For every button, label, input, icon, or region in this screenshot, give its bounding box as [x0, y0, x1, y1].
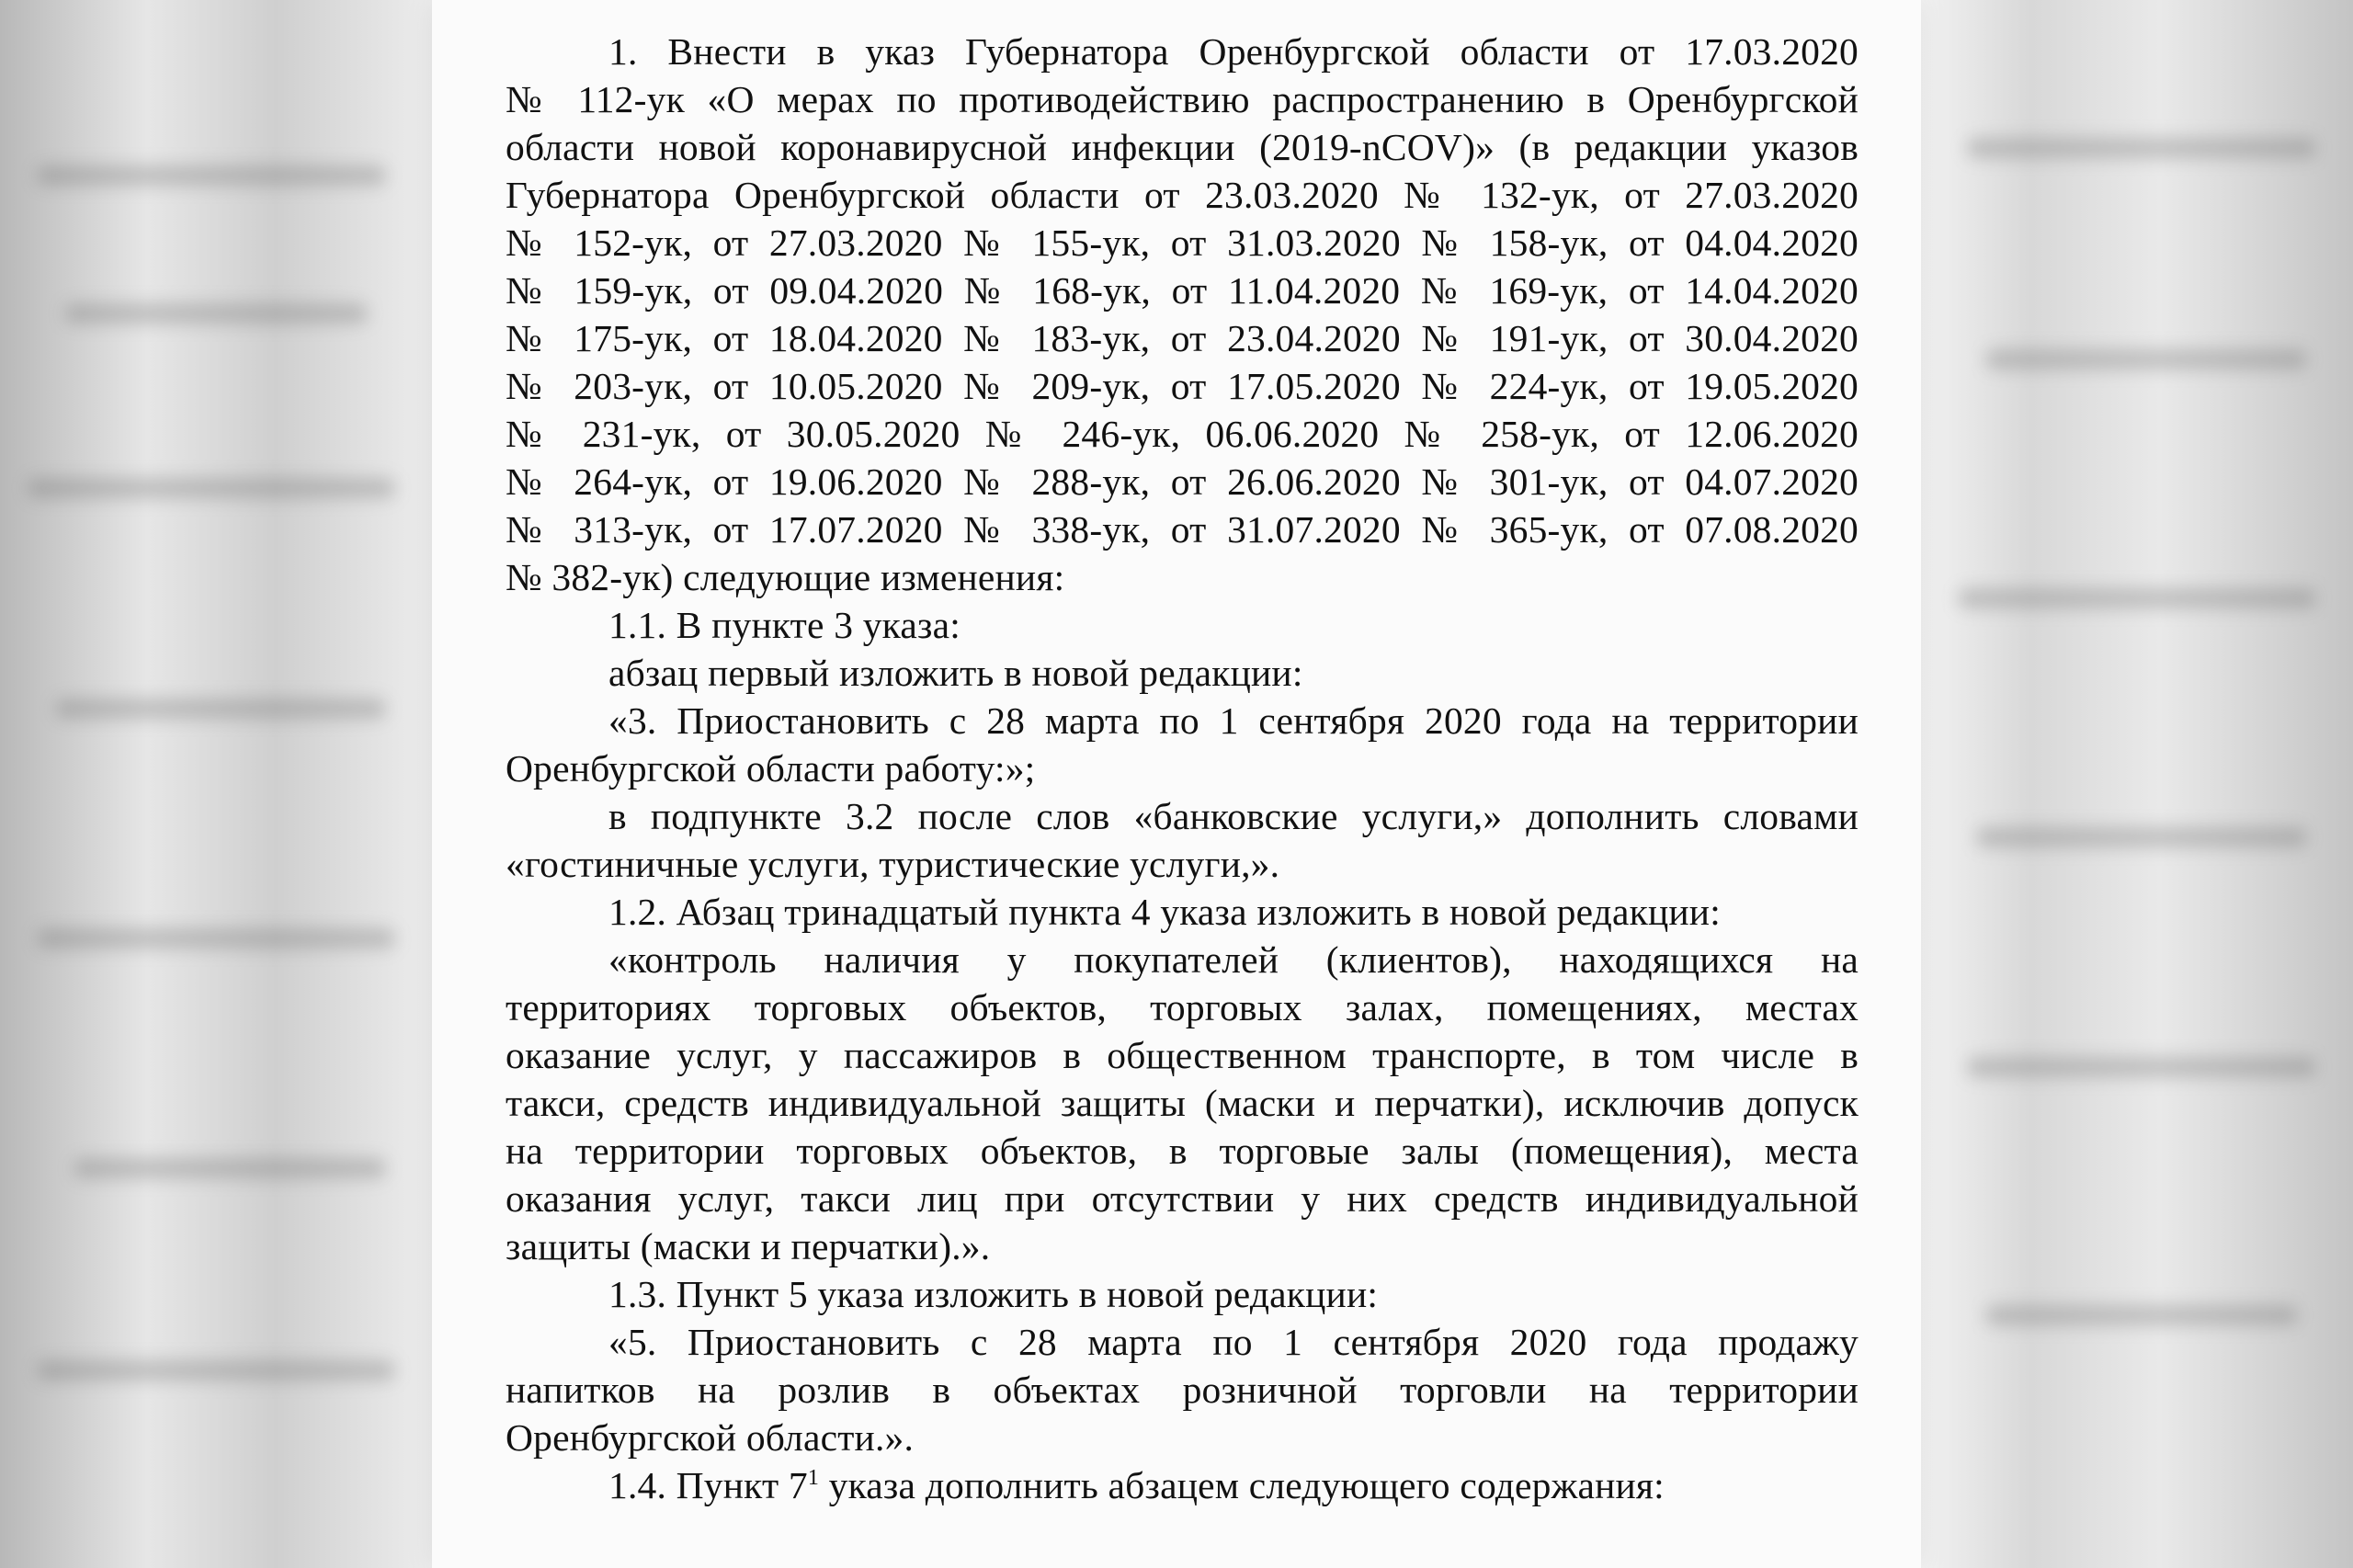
text-line: № 112-ук «О мерах по противодействию распространению в Оренбургской: [506, 78, 1859, 120]
blur-stroke: [37, 165, 386, 186]
text-line: оказание услуг, у пассажиров в общественном транспорте, в том числе в: [506, 1034, 1859, 1076]
blur-stroke: [1985, 349, 2307, 369]
text-fragment: указа дополнить абзацем следующего содержания:: [819, 1464, 1665, 1506]
text-line: Губернатора Оренбургской области от 23.03.2020 № 132-ук, от 27.03.2020: [506, 174, 1859, 216]
text-line: № 159-ук, от 09.04.2020 № 168-ук, от 11.04.2020 № 169-ук, от 14.04.2020: [506, 269, 1859, 312]
blur-stroke: [28, 478, 395, 498]
text-line: территориях торговых объектов, торговых залах, помещениях, местах: [506, 986, 1859, 1028]
blur-stroke: [74, 1158, 386, 1178]
text-line: в подпункте 3.2 после слов «банковские услуги,» дополнить словами: [608, 795, 1859, 837]
text-line: Оренбургской области работу:»;: [506, 747, 1036, 790]
text-line: «5. Приостановить с 28 марта по 1 сентября 2020 года продажу: [608, 1321, 1859, 1363]
text-line: «гостиничные услуги, туристические услуги,».: [506, 843, 1280, 885]
text-line: напитков на розлив в объектах розничной торговли на территории: [506, 1369, 1859, 1411]
blurred-background-right: [1921, 0, 2353, 1568]
superscript: 1: [807, 1466, 820, 1491]
text-line: защиты (маски и перчатки).».: [506, 1225, 991, 1267]
blur-stroke: [37, 928, 395, 949]
text-line: № 313-ук, от 17.07.2020 № 338-ук, от 31.07.2020 № 365-ук, от 07.08.2020: [506, 508, 1859, 551]
text-line: оказания услуг, такси лиц при отсутствии у них средств индивидуальной: [506, 1177, 1859, 1220]
text-line: «контроль наличия у покупателей (клиентов), находящихся на: [608, 938, 1859, 981]
text-line: № 152-ук, от 27.03.2020 № 155-ук, от 31.03.2020 № 158-ук, от 04.04.2020: [506, 222, 1859, 264]
blur-stroke: [1967, 138, 2316, 158]
text-line: 1.3. Пункт 5 указа изложить в новой редакции:: [608, 1273, 1379, 1315]
text-line: абзац первый изложить в новой редакции:: [608, 652, 1303, 694]
blur-stroke: [1967, 1057, 2316, 1077]
text-line: № 382-ук) следующие изменения:: [506, 556, 1065, 598]
blur-stroke: [37, 1360, 395, 1381]
text-line: № 231-ук, от 30.05.2020 № 246-ук, 06.06.2020 № 258-ук, от 12.06.2020: [506, 413, 1859, 455]
blur-stroke: [1985, 1305, 2298, 1325]
blur-stroke: [1976, 827, 2307, 847]
text-line: № 264-ук, от 19.06.2020 № 288-ук, от 26.06.2020 № 301-ук, от 04.07.2020: [506, 460, 1859, 503]
text-fragment: 1.4. Пункт 7: [608, 1464, 808, 1506]
text-line: на территории торговых объектов, в торговые залы (помещения), места: [506, 1130, 1859, 1172]
text-line: «3. Приостановить с 28 марта по 1 сентября 2020 года на территории: [608, 699, 1859, 742]
text-line-footnote: [506, 1461, 1859, 1509]
text-line: 1.2. Абзац тринадцатый пункта 4 указа изложить в новой редакции:: [608, 891, 1721, 933]
text-line: 1.1. В пункте 3 указа:: [608, 604, 961, 646]
text-line: такси, средств индивидуальной защиты (маски и перчатки), исключив допуск: [506, 1082, 1859, 1124]
document-page: [432, 0, 1921, 1568]
text-line: № 175-ук, от 18.04.2020 № 183-ук, от 23.04.2020 № 191-ук, от 30.04.2020: [506, 317, 1859, 359]
blur-stroke: [64, 303, 368, 324]
text-line: области новой коронавирусной инфекции (2019-nCOV)» (в редакции указов: [506, 126, 1859, 168]
document-body: [506, 28, 1859, 1509]
blur-stroke: [1958, 588, 2316, 608]
text-line: № 203-ук, от 10.05.2020 № 209-ук, от 17.05.2020 № 224-ук, от 19.05.2020: [506, 365, 1859, 407]
text-line: 1. Внести в указ Губернатора Оренбургской области от 17.03.2020: [608, 30, 1859, 73]
text-line: Оренбургской области.».: [506, 1416, 915, 1459]
blur-stroke: [55, 699, 386, 719]
